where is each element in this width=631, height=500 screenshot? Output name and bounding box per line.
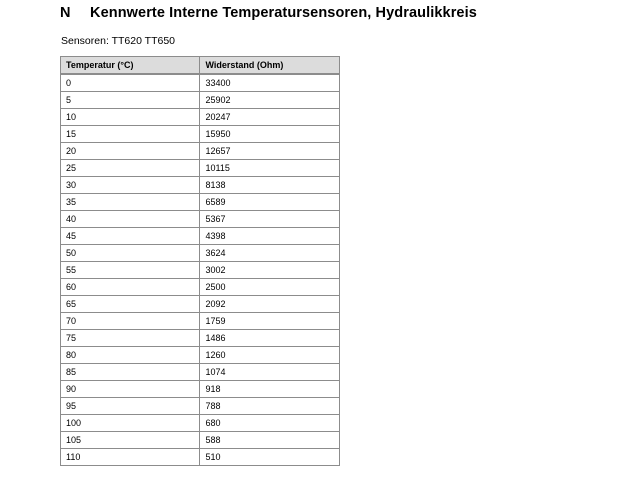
table-row — [61, 330, 340, 347]
cell-temperature: 70 — [61, 313, 200, 330]
table-row — [61, 74, 340, 92]
table-row — [61, 126, 340, 143]
cell-resistance: 1759 — [200, 313, 340, 330]
table-row — [61, 449, 340, 466]
cell-temperature: 0 — [61, 74, 200, 92]
cell-resistance: 2500 — [200, 279, 340, 296]
cell-resistance: 1074 — [200, 364, 340, 381]
table-row — [61, 313, 340, 330]
table-header-row — [61, 57, 340, 75]
cell-temperature: 45 — [61, 228, 200, 245]
cell-temperature: 90 — [61, 381, 200, 398]
table-row — [61, 143, 340, 160]
cell-resistance: 3002 — [200, 262, 340, 279]
cell-resistance: 510 — [200, 449, 340, 466]
cell-resistance: 918 — [200, 381, 340, 398]
sensor-subtitle: Sensoren: TT620 TT650 — [61, 35, 176, 47]
cell-resistance: 10115 — [200, 160, 340, 177]
cell-resistance: 12657 — [200, 143, 340, 160]
cell-resistance: 33400 — [200, 74, 340, 92]
table-row — [61, 245, 340, 262]
cell-resistance: 25902 — [200, 92, 340, 109]
cell-temperature: 105 — [61, 432, 200, 449]
cell-resistance: 4398 — [200, 228, 340, 245]
cell-resistance: 5367 — [200, 211, 340, 228]
table-row — [61, 296, 340, 313]
cell-temperature: 80 — [61, 347, 200, 364]
cell-temperature: 35 — [61, 194, 200, 211]
section-heading — [60, 5, 477, 21]
cell-temperature: 50 — [61, 245, 200, 262]
table-body — [61, 74, 340, 466]
cell-temperature: 75 — [61, 330, 200, 347]
cell-resistance: 680 — [200, 415, 340, 432]
cell-resistance: 1260 — [200, 347, 340, 364]
table-row — [61, 160, 340, 177]
cell-temperature: 55 — [61, 262, 200, 279]
cell-temperature: 60 — [61, 279, 200, 296]
sensor-resistance-table — [60, 56, 340, 466]
cell-resistance: 15950 — [200, 126, 340, 143]
cell-temperature: 100 — [61, 415, 200, 432]
table-row — [61, 415, 340, 432]
cell-resistance: 3624 — [200, 245, 340, 262]
table-row — [61, 262, 340, 279]
table-row — [61, 381, 340, 398]
section-letter: N — [60, 5, 71, 21]
cell-resistance: 2092 — [200, 296, 340, 313]
table-row — [61, 211, 340, 228]
section-title: Kennwerte Interne Temperatursensoren, Hydraulikkreis — [90, 5, 477, 21]
table-row — [61, 177, 340, 194]
cell-resistance: 588 — [200, 432, 340, 449]
cell-resistance: 20247 — [200, 109, 340, 126]
table-row — [61, 109, 340, 126]
cell-resistance: 8138 — [200, 177, 340, 194]
table-row — [61, 347, 340, 364]
table-row — [61, 194, 340, 211]
table-row — [61, 398, 340, 415]
table-row — [61, 279, 340, 296]
cell-temperature: 25 — [61, 160, 200, 177]
cell-temperature: 65 — [61, 296, 200, 313]
header-resistance: Widerstand (Ohm) — [200, 57, 340, 75]
cell-temperature: 15 — [61, 126, 200, 143]
cell-temperature: 20 — [61, 143, 200, 160]
table-row — [61, 364, 340, 381]
table-row — [61, 228, 340, 245]
cell-temperature: 40 — [61, 211, 200, 228]
table-row — [61, 92, 340, 109]
cell-temperature: 110 — [61, 449, 200, 466]
cell-temperature: 5 — [61, 92, 200, 109]
cell-temperature: 95 — [61, 398, 200, 415]
cell-temperature: 30 — [61, 177, 200, 194]
cell-resistance: 6589 — [200, 194, 340, 211]
cell-resistance: 788 — [200, 398, 340, 415]
cell-temperature: 85 — [61, 364, 200, 381]
cell-temperature: 10 — [61, 109, 200, 126]
header-temperature: Temperatur (°C) — [61, 57, 200, 75]
table-row — [61, 432, 340, 449]
cell-resistance: 1486 — [200, 330, 340, 347]
